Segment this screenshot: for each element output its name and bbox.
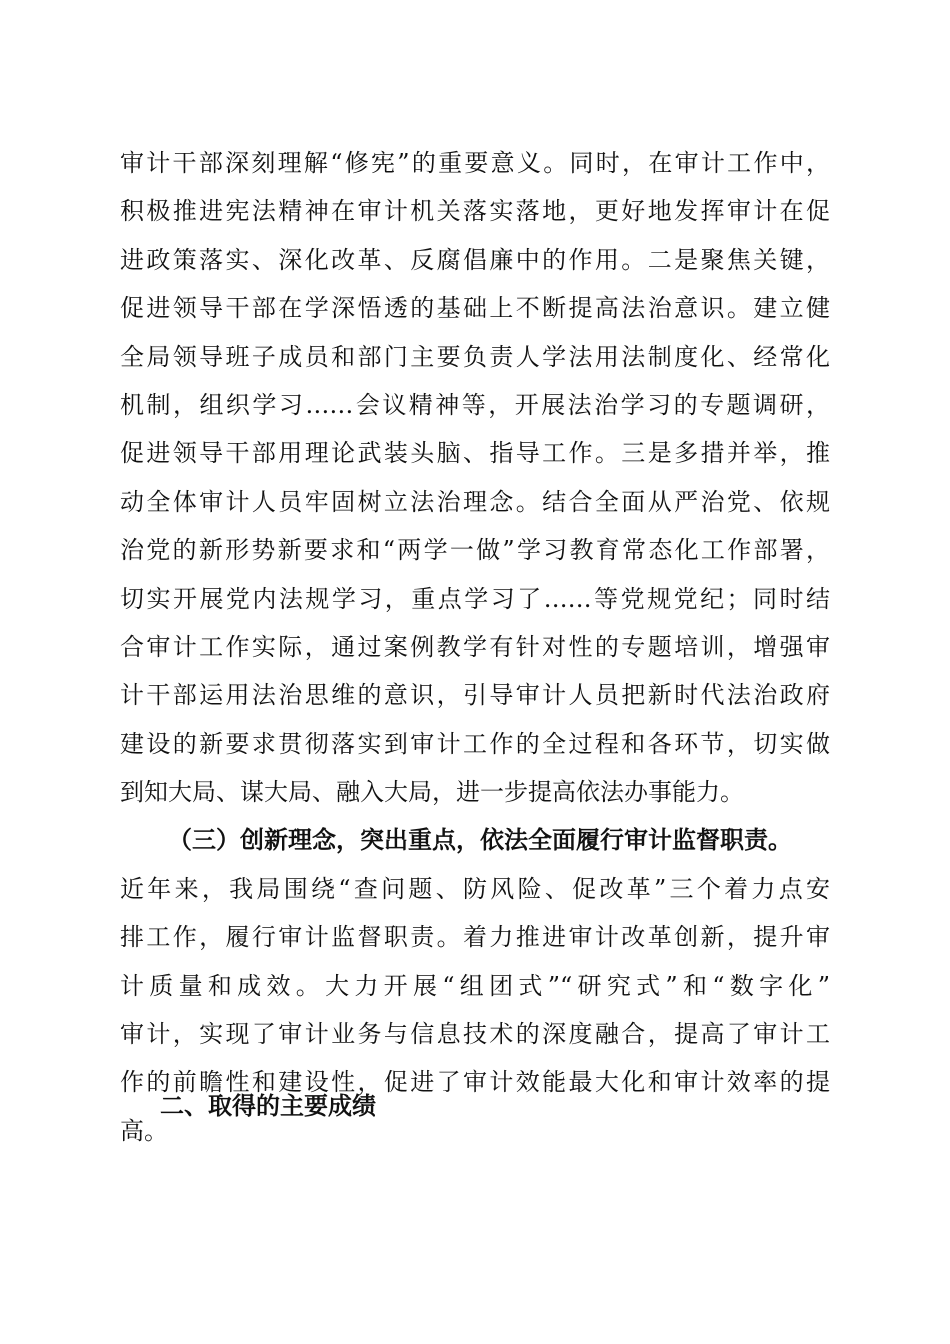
paragraph-1 bbox=[120, 139, 830, 816]
text-line: 动全体审计人员牢固树立法治理念。结合全面从严治党、依规 bbox=[120, 487, 830, 516]
text-line: 促进领导干部用理论武装头脑、指导工作。三是多措并举，推 bbox=[120, 439, 830, 468]
text-line: 排工作，履行审计监督职责。着力推进审计改革创新，提升审 bbox=[120, 923, 830, 952]
text-line: 审计，实现了审计业务与信息技术的深度融合，提高了审计工 bbox=[120, 1020, 830, 1049]
text-line: 合审计工作实际，通过案例教学有针对性的专题培训，增强审 bbox=[120, 632, 830, 661]
text-line: 积极推进宪法精神在审计机关落实落地，更好地发挥审计在促 bbox=[120, 197, 830, 226]
text-line: 治党的新形势新要求和“两学一做”学习教育常态化工作部署， bbox=[120, 536, 830, 565]
document-body bbox=[120, 139, 830, 1155]
subsection-title: （三）创新理念，突出重点，依法全面履行审计监督职责。 bbox=[168, 825, 792, 855]
text-line: 近年来，我局围绕“查问题、防风险、促改革”三个着力点安 bbox=[120, 874, 830, 903]
text-line: 全局领导班子成员和部门主要负责人学法用法制度化、经常化 bbox=[120, 342, 830, 371]
text-line: 计质量和成效。大力开展“组团式”“研究式”和“数字化” bbox=[120, 971, 830, 1000]
text-line: 切实开展党内法规学习，重点学习了……等党规党纪；同时结 bbox=[120, 584, 830, 613]
text-line: 机制，组织学习……会议精神等，开展法治学习的专题调研， bbox=[120, 390, 830, 419]
text-line: 计干部运用法治思维的意识，引导审计人员把新时代法治政府 bbox=[120, 681, 830, 710]
text-line: 建设的新要求贯彻落实到审计工作的全过程和各环节，切实做 bbox=[120, 729, 830, 758]
text-line: 促进领导干部在学深悟透的基础上不断提高法治意识。建立健 bbox=[120, 294, 830, 323]
text-line: 审计干部深刻理解“修宪”的重要意义。同时，在审计工作中， bbox=[120, 149, 830, 177]
text-line: 高。 bbox=[120, 1116, 168, 1145]
section-heading: 二、取得的主要成绩 bbox=[160, 1092, 376, 1120]
text-line: 作的前瞻性和建设性，促进了审计效能最大化和审计效率的提 bbox=[120, 1068, 830, 1097]
text-line: 到知大局、谋大局、融入大局，进一步提高依法办事能力。 bbox=[120, 778, 744, 807]
text-line: 进政策落实、深化改革、反腐倡廉中的作用。二是聚焦关键， bbox=[120, 245, 830, 274]
